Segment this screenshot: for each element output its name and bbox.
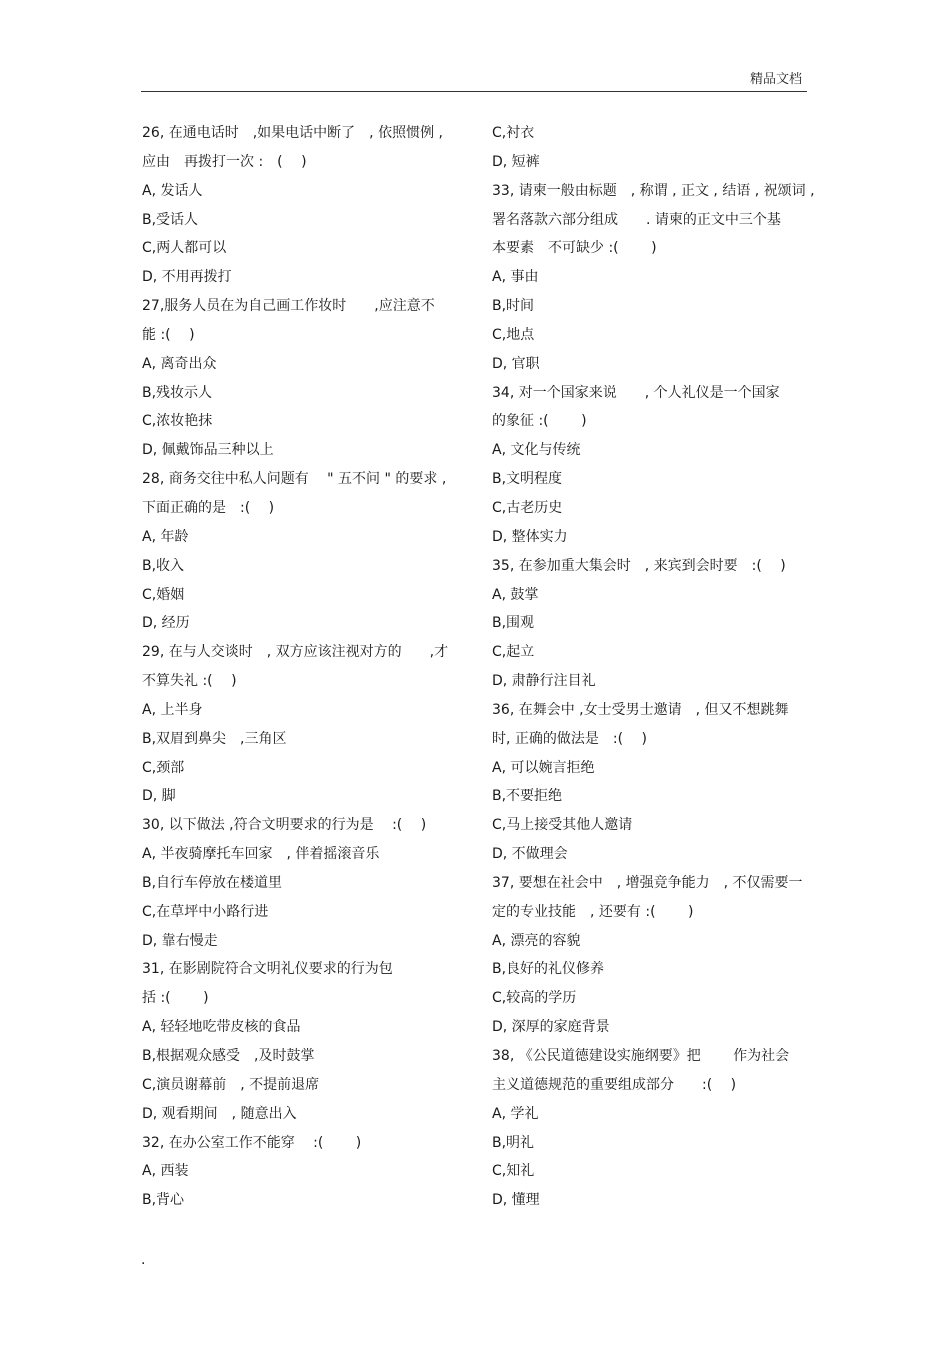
question-text-line: 本要素 不可缺少 :( ) xyxy=(492,240,657,257)
question-text-line: 署名落款六部分组成 . 请柬的正文中三个基 xyxy=(492,211,781,228)
question-text-line: A, 离奇出众 xyxy=(142,355,217,372)
question-text-line: C,地点 xyxy=(492,326,535,343)
question-text-line: 35, 在参加重大集会时 , 来宾到会时要 :( ) xyxy=(492,557,786,574)
question-text-line: C,颈部 xyxy=(142,759,185,776)
question-text-line: 定的专业技能 , 还要有 :( ) xyxy=(492,903,694,920)
question-text-line: 下面正确的是 :( ) xyxy=(142,499,275,516)
question-text-line: D, 懂理 xyxy=(492,1192,540,1209)
question-text-line: 26, 在通电话时 ,如果电话中断了 , 依照惯例 , xyxy=(142,125,443,141)
question-text-line: A, 事由 xyxy=(492,269,539,286)
question-text-line: B,围观 xyxy=(492,615,535,632)
question-text-line: D, 观看期间 , 随意出入 xyxy=(142,1105,297,1122)
question-text-line: C,浓妆艳抹 xyxy=(142,413,213,430)
question-text-line: 括 :( ) xyxy=(142,990,209,1007)
header-divider xyxy=(141,91,807,92)
question-text-line: C,婚姻 xyxy=(142,586,185,603)
question-text-line: D, 深厚的家庭背景 xyxy=(492,1019,610,1036)
left-question-column xyxy=(142,119,472,1215)
question-text-line: C,演员谢幕前 , 不提前退席 xyxy=(142,1076,320,1093)
question-text-line: 能 :( ) xyxy=(142,326,195,343)
question-text-line: B,背心 xyxy=(142,1192,185,1209)
right-question-column xyxy=(492,119,815,1215)
question-text-line: C,起立 xyxy=(492,644,535,661)
question-text-line: D, 短裤 xyxy=(492,153,540,170)
question-text-line: D, 官职 xyxy=(492,355,540,372)
question-text-line: A, 学礼 xyxy=(492,1105,539,1122)
question-text-line: 不算失礼 :( ) xyxy=(142,673,237,690)
question-text-line: B,双眉到鼻尖 ,三角区 xyxy=(142,730,287,747)
question-text-line: B,受话人 xyxy=(142,211,199,228)
question-text-line: 34, 对一个国家来说 , 个人礼仪是一个国家 xyxy=(492,384,780,401)
footer-mark: . xyxy=(141,1252,146,1268)
question-text-line: C,衬衣 xyxy=(492,125,535,141)
question-text-line: 38, 《公民道德建设实施纲要》把 作为社会 xyxy=(492,1048,790,1064)
question-text-line: A, 鼓掌 xyxy=(492,586,539,603)
question-text-line: B,时间 xyxy=(492,298,535,315)
question-text-line: B,明礼 xyxy=(492,1134,535,1151)
question-text-line: 29, 在与人交谈时 , 双方应该注视对方的 ,才 xyxy=(142,644,449,661)
question-text-line: 37, 要想在社会中 , 增强竞争能力 , 不仅需要一 xyxy=(492,874,803,891)
question-text-line: B,自行车停放在楼道里 xyxy=(142,874,283,891)
question-text-line: D, 佩戴饰品三种以上 xyxy=(142,442,274,459)
question-text-line: 32, 在办公室工作不能穿 :( ) xyxy=(142,1134,362,1151)
question-text-line: 的象征 :( ) xyxy=(492,413,587,430)
question-text-line: D, 不做理会 xyxy=(492,846,568,863)
question-text-line: 31, 在影剧院符合文明礼仪要求的行为包 xyxy=(142,961,393,978)
question-text-line: B,根据观众感受 ,及时鼓掌 xyxy=(142,1048,315,1064)
question-text-line: C,较高的学历 xyxy=(492,990,577,1007)
question-text-line: B,良好的礼仪修养 xyxy=(492,961,605,978)
question-text-line: A, 上半身 xyxy=(142,701,203,718)
question-text-line: D, 整体实力 xyxy=(492,528,568,545)
question-text-line: 主义道德规范的重要组成部分 :( ) xyxy=(492,1076,737,1093)
question-text-line: A, 可以婉言拒绝 xyxy=(492,759,595,776)
question-text-line: A, 年龄 xyxy=(142,528,189,545)
question-text-line: B,不要拒绝 xyxy=(492,788,563,805)
question-text-line: A, 漂亮的容貌 xyxy=(492,932,581,949)
question-text-line: 30, 以下做法 ,符合文明要求的行为是 :( ) xyxy=(142,817,427,834)
question-text-line: A, 文化与传统 xyxy=(492,442,581,459)
question-text-line: A, 轻轻地吃带皮核的食品 xyxy=(142,1019,301,1036)
question-text-line: B,残妆示人 xyxy=(142,384,213,401)
question-text-line: 27,服务人员在为自己画工作妆时 ,应注意不 xyxy=(142,298,435,315)
question-text-line: A, 西装 xyxy=(142,1163,189,1180)
question-text-line: C,知礼 xyxy=(492,1163,535,1180)
question-text-line: A, 发话人 xyxy=(142,182,203,199)
question-text-line: B,文明程度 xyxy=(492,471,563,488)
question-text-line: B,收入 xyxy=(142,557,185,574)
question-text-line: D, 经历 xyxy=(142,615,190,632)
page-header-label: 精品文档 xyxy=(749,72,802,87)
question-text-line: C,两人都可以 xyxy=(142,240,227,257)
question-text-line: D, 不用再拨打 xyxy=(142,269,232,286)
question-text-line: C,在草坪中小路行进 xyxy=(142,903,269,920)
question-text-line: D, 脚 xyxy=(142,788,176,805)
question-text-line: 36, 在舞会中 ,女士受男士邀请 , 但又不想跳舞 xyxy=(492,701,789,718)
question-text-line: C,马上接受其他人邀请 xyxy=(492,817,633,834)
question-text-line: 33, 请柬一般由标题 , 称谓 , 正文 , 结语 , 祝颂词 , xyxy=(492,182,815,199)
question-text-line: A, 半夜骑摩托车回家 , 伴着摇滚音乐 xyxy=(142,846,380,863)
question-text-line: 时, 正确的做法是 :( ) xyxy=(492,730,647,747)
question-text-line: D, 肃静行注目礼 xyxy=(492,673,596,690)
question-text-line: 28, 商务交往中私人问题有 " 五不问 " 的要求 , xyxy=(142,471,447,488)
question-text-line: C,古老历史 xyxy=(492,499,563,516)
question-text-line: 应由 再拨打一次 : ( ) xyxy=(142,153,307,170)
question-text-line: D, 靠右慢走 xyxy=(142,932,218,949)
